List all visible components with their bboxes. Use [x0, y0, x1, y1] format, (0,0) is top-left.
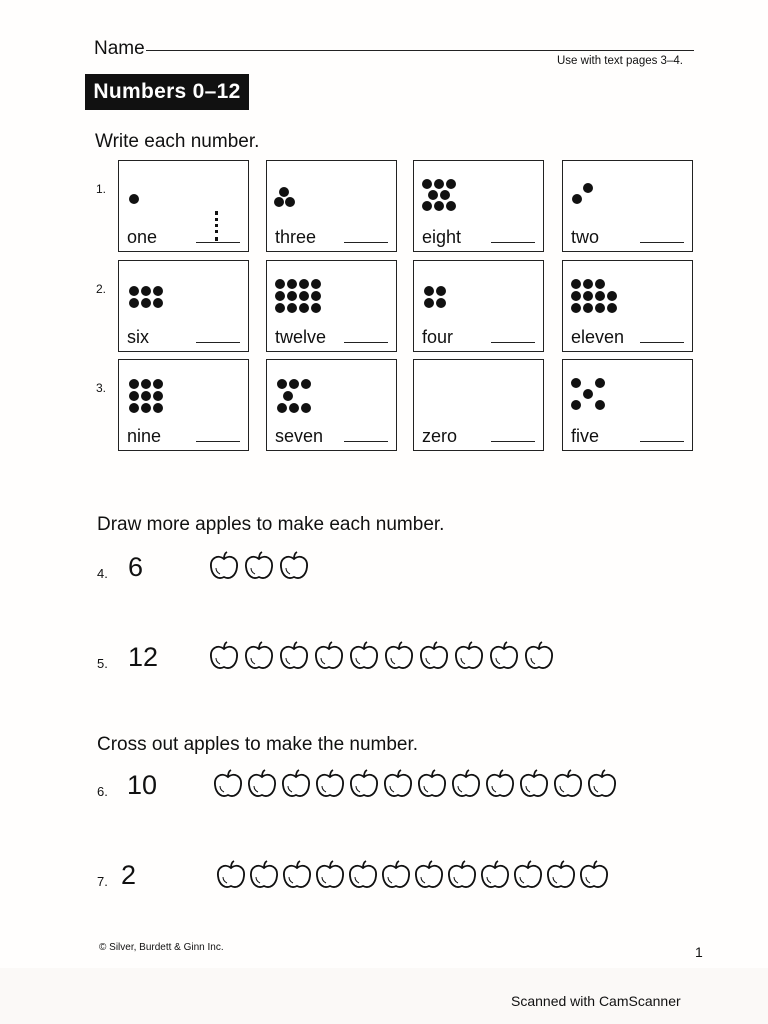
- counting-dot: [153, 379, 163, 389]
- question-5-number: 5.: [97, 656, 108, 671]
- counting-dot: [301, 379, 311, 389]
- counting-dot: [571, 378, 581, 388]
- counting-dot: [595, 291, 605, 301]
- counting-dot: [129, 298, 139, 308]
- apple-icon[interactable]: [418, 640, 450, 672]
- counting-dot: [283, 391, 293, 401]
- apple-icon[interactable]: [314, 859, 346, 891]
- number-word: six: [127, 327, 149, 347]
- traced-number-one: [215, 211, 222, 241]
- answer-blank[interactable]: [344, 242, 388, 243]
- apple-icon[interactable]: [450, 768, 482, 800]
- counting-dot: [446, 201, 456, 211]
- counting-dot: [607, 303, 617, 313]
- number-word: two: [571, 227, 600, 247]
- number-word: one: [127, 227, 158, 247]
- counting-dot: [434, 179, 444, 189]
- counting-dot: [129, 379, 139, 389]
- counting-dot: [571, 303, 581, 313]
- section2-instruction: Draw more apples to make each number.: [97, 514, 445, 535]
- apple-icon[interactable]: [278, 550, 310, 582]
- answer-blank[interactable]: [491, 242, 535, 243]
- counting-dot: [129, 286, 139, 296]
- question-7-number: 7.: [97, 874, 108, 889]
- page-number: 1: [695, 944, 703, 960]
- apple-icon[interactable]: [488, 640, 520, 672]
- apple-icon[interactable]: [453, 640, 485, 672]
- number-word: three: [275, 227, 317, 247]
- counting-dot: [289, 379, 299, 389]
- apple-icon[interactable]: [208, 640, 240, 672]
- apple-icon[interactable]: [446, 859, 478, 891]
- number-word: eleven: [571, 327, 625, 347]
- scanner-watermark: Scanned with CamScanner: [511, 993, 681, 1009]
- number-box-twelve: [266, 260, 397, 352]
- number-box-three: [266, 160, 397, 252]
- question-7-target: 2: [121, 860, 137, 890]
- counting-dot: [141, 391, 151, 401]
- counting-dot: [436, 298, 446, 308]
- apple-icon[interactable]: [212, 768, 244, 800]
- counting-dot: [141, 286, 151, 296]
- counting-dot: [274, 197, 284, 207]
- number-word: zero: [422, 426, 458, 446]
- question-6-number: 6.: [97, 784, 108, 799]
- apple-icon[interactable]: [278, 640, 310, 672]
- row-2-number: 2.: [96, 282, 107, 296]
- apple-icon[interactable]: [586, 768, 618, 800]
- number-box-six: [118, 260, 249, 352]
- counting-dot: [583, 183, 593, 193]
- apple-icon[interactable]: [246, 768, 278, 800]
- counting-dot: [277, 379, 287, 389]
- counting-dot: [595, 303, 605, 313]
- answer-blank[interactable]: [344, 441, 388, 442]
- apple-icon[interactable]: [413, 859, 445, 891]
- counting-dot: [446, 179, 456, 189]
- answer-blank[interactable]: [640, 342, 684, 343]
- number-word: twelve: [275, 327, 327, 347]
- number-box-eleven: [562, 260, 693, 352]
- apple-icon[interactable]: [281, 859, 313, 891]
- number-word: eight: [422, 227, 462, 247]
- apple-icon[interactable]: [552, 768, 584, 800]
- question-4-number: 4.: [97, 566, 108, 581]
- answer-blank[interactable]: [344, 342, 388, 343]
- number-word: four: [422, 327, 454, 347]
- counting-dot: [153, 286, 163, 296]
- section3-instruction: Cross out apples to make the number.: [97, 734, 419, 755]
- counting-dot: [422, 179, 432, 189]
- counting-dot: [440, 190, 450, 200]
- answer-blank[interactable]: [196, 441, 240, 442]
- counting-dot: [583, 291, 593, 301]
- name-label: Name: [94, 38, 145, 59]
- answer-blank[interactable]: [640, 242, 684, 243]
- answer-blank[interactable]: [640, 441, 684, 442]
- counting-dot: [595, 400, 605, 410]
- counting-dot: [583, 303, 593, 313]
- number-box-zero: [413, 359, 544, 451]
- number-word: seven: [275, 426, 324, 446]
- apple-icon[interactable]: [518, 768, 550, 800]
- apple-icon[interactable]: [313, 640, 345, 672]
- apple-row-q6: [212, 768, 618, 800]
- apple-icon[interactable]: [479, 859, 511, 891]
- section1-instruction: Write each number.: [95, 131, 260, 152]
- counting-dot: [583, 389, 593, 399]
- counting-dot: [153, 403, 163, 413]
- apple-icon[interactable]: [523, 640, 555, 672]
- counting-dot: [129, 194, 139, 204]
- apple-icon[interactable]: [208, 550, 240, 582]
- answer-blank[interactable]: [491, 342, 535, 343]
- apple-icon[interactable]: [484, 768, 516, 800]
- counting-dot: [422, 201, 432, 211]
- counting-dot: [141, 298, 151, 308]
- answer-blank[interactable]: [196, 342, 240, 343]
- question-5-target: 12: [128, 642, 159, 672]
- counting-dot: [299, 303, 309, 313]
- apple-icon[interactable]: [348, 640, 380, 672]
- counting-dot: [311, 279, 321, 289]
- counting-dot: [436, 286, 446, 296]
- apple-row-q5: [208, 640, 555, 672]
- apple-icon[interactable]: [348, 768, 380, 800]
- number-box-seven: [266, 359, 397, 451]
- counting-dot: [129, 403, 139, 413]
- copyright-notice: © Silver, Burdett & Ginn Inc.: [99, 942, 224, 953]
- apple-icon[interactable]: [215, 859, 247, 891]
- counting-dot: [141, 403, 151, 413]
- counting-dot: [607, 291, 617, 301]
- counting-dot: [285, 197, 295, 207]
- apple-icon[interactable]: [314, 768, 346, 800]
- counting-dot: [428, 190, 438, 200]
- counting-dot: [434, 201, 444, 211]
- counting-dot: [424, 286, 434, 296]
- apple-icon[interactable]: [382, 768, 414, 800]
- apple-row-q7: [215, 859, 610, 891]
- counting-dot: [287, 279, 297, 289]
- apple-icon[interactable]: [243, 640, 275, 672]
- answer-blank[interactable]: [196, 242, 240, 243]
- counting-dot: [287, 303, 297, 313]
- number-box-two: [562, 160, 693, 252]
- apple-icon[interactable]: [347, 859, 379, 891]
- counting-dot: [141, 379, 151, 389]
- counting-dot: [275, 303, 285, 313]
- number-box-four: [413, 260, 544, 352]
- counting-dot: [299, 291, 309, 301]
- counting-dot: [595, 378, 605, 388]
- apple-icon[interactable]: [416, 768, 448, 800]
- page-title: Numbers 0–12: [85, 74, 249, 110]
- counting-dot: [571, 400, 581, 410]
- row-1-number: 1.: [96, 182, 107, 196]
- number-box-one: [118, 160, 249, 252]
- apple-icon[interactable]: [380, 859, 412, 891]
- apple-icon[interactable]: [578, 859, 610, 891]
- counting-dot: [583, 279, 593, 289]
- apple-icon[interactable]: [280, 768, 312, 800]
- counting-dot: [275, 291, 285, 301]
- apple-icon[interactable]: [545, 859, 577, 891]
- counting-dot: [571, 279, 581, 289]
- counting-dot: [424, 298, 434, 308]
- apple-icon[interactable]: [243, 550, 275, 582]
- number-word: nine: [127, 426, 162, 446]
- apple-icon[interactable]: [512, 859, 544, 891]
- counting-dot: [301, 403, 311, 413]
- use-with-note: Use with text pages 3–4.: [557, 55, 683, 67]
- counting-dot: [289, 403, 299, 413]
- counting-dot: [153, 391, 163, 401]
- counting-dot: [311, 291, 321, 301]
- number-box-five: [562, 359, 693, 451]
- counting-dot: [571, 291, 581, 301]
- number-box-eight: [413, 160, 544, 252]
- answer-blank[interactable]: [491, 441, 535, 442]
- counting-dot: [572, 194, 582, 204]
- counting-dot: [287, 291, 297, 301]
- counting-dot: [153, 298, 163, 308]
- counting-dot: [275, 279, 285, 289]
- name-line[interactable]: [146, 50, 694, 51]
- counting-dot: [279, 187, 289, 197]
- question-6-target: 10: [127, 770, 158, 800]
- counting-dot: [277, 403, 287, 413]
- number-word: five: [571, 426, 600, 446]
- counting-dot: [595, 279, 605, 289]
- question-4-target: 6: [128, 552, 144, 582]
- apple-icon[interactable]: [248, 859, 280, 891]
- apple-icon[interactable]: [383, 640, 415, 672]
- number-box-nine: [118, 359, 249, 451]
- apple-row-q4: [208, 550, 310, 582]
- counting-dot: [129, 391, 139, 401]
- row-3-number: 3.: [96, 381, 107, 395]
- counting-dot: [299, 279, 309, 289]
- counting-dot: [311, 303, 321, 313]
